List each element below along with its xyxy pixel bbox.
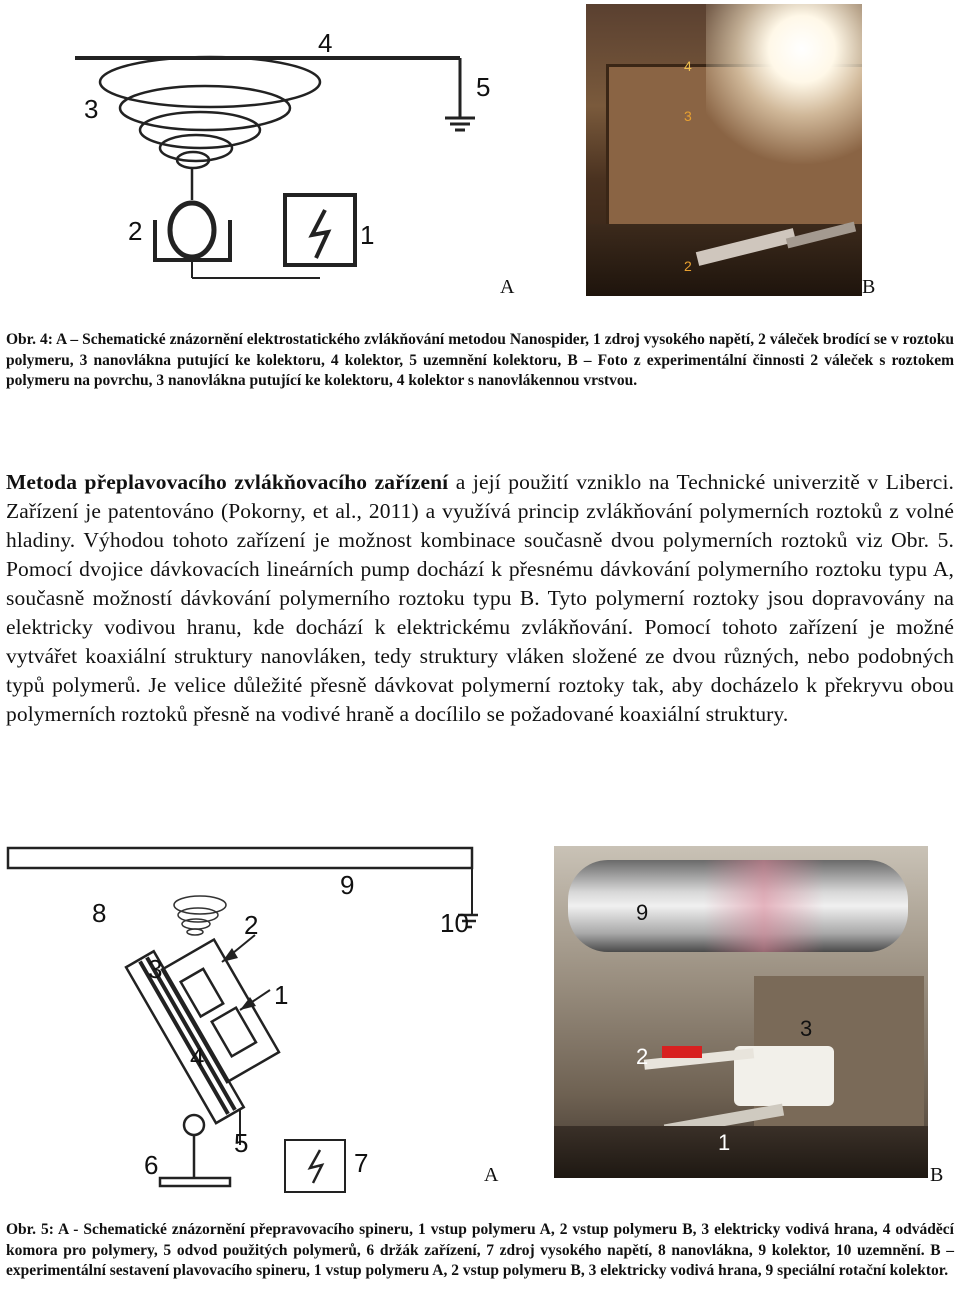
fig4-panel-b: B <box>862 276 876 298</box>
fig5-label-3: 3 <box>148 954 163 984</box>
fig5-label-6: 6 <box>144 1150 159 1180</box>
fig5-panel-b: B <box>930 1164 944 1186</box>
body-paragraph <box>6 468 954 729</box>
figure4-schematic <box>20 20 500 290</box>
figure5-caption: Obr. 5: A - Schematické znázornění přepravovacího spineru, 1 vstup polymeru A, 2 vstup polymeru B, 3 elektricky vodivá hrana, 4 odváděcí komora pro polymery, 5 odvod použitých polymerů, 6 držák zařízení, 7 zdroj vysokého napětí, 8 nanovlákna, 9 kolektor, 10 uzemnění. B – experimentální sestavení plavovacího spineru, 1 vstup polymeru A, 2 vstup polymeru B, 3 elektricky vodivá hrana, 9 speciální rotační kolektor. <box>6 1221 954 1279</box>
figure4-photo <box>586 4 862 296</box>
fig5-photo-label-9: 9 <box>636 900 649 925</box>
fig4-photo-label-4: 4 <box>684 58 692 74</box>
fig4-label-3: 3 <box>84 94 99 124</box>
fig5-label-7: 7 <box>354 1148 369 1178</box>
fig5-label-5: 5 <box>234 1128 249 1158</box>
fig4-photo-label-3: 3 <box>684 108 692 124</box>
fig4-label-1: 1 <box>360 220 375 250</box>
figure5-photo <box>554 846 928 1178</box>
fig5-label-9: 9 <box>340 870 355 900</box>
fig4-panel-a: A <box>500 276 515 298</box>
figure4-caption: Obr. 4: A – Schematické znázornění elektrostatického zvlákňování metodou Nanospider, 1 zdroj vysokého napětí, 2 váleček brodící se v roztoku polymeru, 3 nanovlákna putující ke kolektoru, 4 kolektor, 5 uzemnění kolektoru, B – Foto z experimentální činnosti 2 váleček s roztokem polymeru na povrchu, 3 nanovlákna putující ke kolektoru, 4 kolektor s nanovlákennou vrstvou. <box>6 331 954 389</box>
fig5-label-2: 2 <box>244 910 259 940</box>
fig4-label-4: 4 <box>318 28 333 58</box>
fig5-label-8: 8 <box>92 898 107 928</box>
fig5-label-1: 1 <box>274 980 289 1010</box>
fig5-photo-label-2: 2 <box>636 1044 649 1069</box>
fig5-photo-label-1: 1 <box>718 1130 731 1155</box>
fig4-label-2: 2 <box>128 216 143 246</box>
fig5-panel-a: A <box>484 1164 499 1186</box>
fig5-label-10: 10 <box>440 908 469 938</box>
fig4-photo-label-2: 2 <box>684 258 692 274</box>
paragraph-lead: Metoda přeplavovacího zvlákňovacího zařízení <box>6 470 449 494</box>
fig4-label-5: 5 <box>476 72 491 102</box>
paragraph-body: a její použití vzniklo na Technické univerzitě v Liberci. Zařízení je patentováno (Pokorny, et al., 2011) a využívá princip zvlákňování polymerních roztoků z volné hladiny. Výhodou tohoto zařízení je možnost kombinace současně dvou polymerních roztoků viz Obr. 5. Pomocí dvojice dávkovacích lineárních pump dochází k přesnému dávkování polymerního roztoku typu A, současně možností dávkování polymerního roztoku typu B. Tyto polymerní roztoky jsou dopravovány na elektricky vodivou hranu, kde dochází k elektrickému zvlákňování. Pomocí tohoto zařízení je možné vytvářet koaxiální struktury nanovláken, tedy struktury vláken složené ze dvou různých, nebo podobných typů polymerů. Je velice důležité přesně dávkovat polymerní roztoky tak, aby docházelo k překryvu obou polymerních roztoků přesně na vodivé hraně a docílilo se požadované koaxiální struktury. <box>6 470 954 726</box>
fig5-photo-label-3: 3 <box>800 1016 813 1041</box>
fig5-label-4: 4 <box>190 1042 205 1072</box>
